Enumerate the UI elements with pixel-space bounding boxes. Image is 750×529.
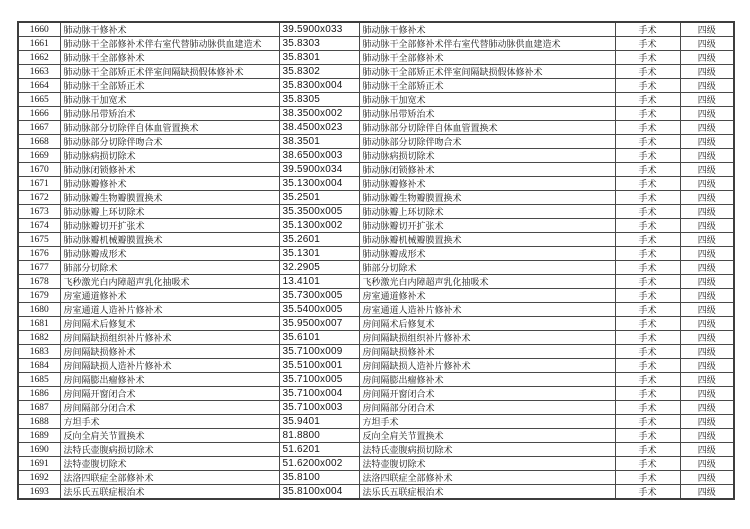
procedure-name-repeat-cell: 肺动脉瓣修补术	[359, 177, 615, 191]
procedure-name-repeat-cell: 肺部分切除术	[359, 261, 615, 275]
table-row	[18, 191, 734, 205]
procedure-name-repeat-cell: 肺动脉部分切除伴自体血管置换术	[359, 121, 615, 135]
grade-cell: 四级	[680, 93, 734, 107]
procedure-name-repeat-cell: 肺动脉瓣生物瓣膜置换术	[359, 191, 615, 205]
table-row	[18, 401, 734, 415]
category-cell: 手术	[615, 163, 680, 177]
procedure-name-repeat-cell: 房间隔术后修复术	[359, 317, 615, 331]
procedure-name-cell: 房间隔缺损人造补片修补术	[60, 359, 279, 373]
procedure-code-cell: 35.9401	[279, 415, 359, 429]
procedure-name-cell: 飞秒激光白内障超声乳化抽吸术	[60, 275, 279, 289]
procedure-name-repeat-cell: 肺动脉闭锁修补术	[359, 163, 615, 177]
procedure-name-cell: 肺动脉干全部修补术	[60, 51, 279, 65]
procedure-code-cell: 35.8305	[279, 93, 359, 107]
procedure-name-cell: 法乐氏五联症根治术	[60, 485, 279, 500]
procedure-name-repeat-cell: 肺动脉干加宽术	[359, 93, 615, 107]
procedure-code-cell: 35.1300x002	[279, 219, 359, 233]
procedure-name-repeat-cell: 房间隔缺损人造补片修补术	[359, 359, 615, 373]
row-index-cell: 1676	[18, 247, 60, 261]
procedure-code-cell: 35.2501	[279, 191, 359, 205]
grade-cell: 四级	[680, 373, 734, 387]
procedure-name-cell: 肺部分切除术	[60, 261, 279, 275]
category-cell: 手术	[615, 373, 680, 387]
procedure-code-cell: 38.6500x003	[279, 149, 359, 163]
category-cell: 手术	[615, 121, 680, 135]
table-row	[18, 233, 734, 247]
grade-cell: 四级	[680, 471, 734, 485]
table-row	[18, 163, 734, 177]
procedure-name-cell: 肺动脉部分切除伴自体血管置换术	[60, 121, 279, 135]
procedure-name-cell: 法洛四联症全部修补术	[60, 471, 279, 485]
procedure-name-cell: 肺动脉瓣上环切除术	[60, 205, 279, 219]
procedure-code-cell: 81.8800	[279, 429, 359, 443]
table-row	[18, 149, 734, 163]
table-row	[18, 345, 734, 359]
procedure-name-repeat-cell: 房间隔缺损修补术	[359, 345, 615, 359]
row-index-cell: 1675	[18, 233, 60, 247]
procedure-code-cell: 35.7100x005	[279, 373, 359, 387]
row-index-cell: 1679	[18, 289, 60, 303]
procedure-name-cell: 肺动脉闭锁修补术	[60, 163, 279, 177]
category-cell: 手术	[615, 387, 680, 401]
category-cell: 手术	[615, 401, 680, 415]
table-row	[18, 177, 734, 191]
grade-cell: 四级	[680, 275, 734, 289]
category-cell: 手术	[615, 65, 680, 79]
row-index-cell: 1683	[18, 345, 60, 359]
category-cell: 手术	[615, 219, 680, 233]
grade-cell: 四级	[680, 233, 734, 247]
row-index-cell: 1681	[18, 317, 60, 331]
procedure-name-repeat-cell: 肺动脉干全部矫正术	[359, 79, 615, 93]
category-cell: 手术	[615, 149, 680, 163]
procedure-name-repeat-cell: 房室通道人造补片修补术	[359, 303, 615, 317]
procedure-name-cell: 房间隔术后修复术	[60, 317, 279, 331]
procedure-name-cell: 肺动脉干修补术	[60, 22, 279, 37]
category-cell: 手术	[615, 345, 680, 359]
table-row	[18, 51, 734, 65]
procedure-name-cell: 肺动脉干全部矫正术伴室间隔缺损假体修补术	[60, 65, 279, 79]
category-cell: 手术	[615, 79, 680, 93]
grade-cell: 四级	[680, 51, 734, 65]
grade-cell: 四级	[680, 415, 734, 429]
grade-cell: 四级	[680, 205, 734, 219]
procedure-code-cell: 35.5100x001	[279, 359, 359, 373]
procedure-name-repeat-cell: 房间隔缺损组织补片修补术	[359, 331, 615, 345]
procedure-code-cell: 35.1301	[279, 247, 359, 261]
table-row	[18, 443, 734, 457]
grade-cell: 四级	[680, 387, 734, 401]
procedure-name-repeat-cell: 肺动脉干全部修补术	[359, 51, 615, 65]
procedure-name-repeat-cell: 房室通道修补术	[359, 289, 615, 303]
category-cell: 手术	[615, 261, 680, 275]
table-row	[18, 79, 734, 93]
procedure-name-cell: 法特壶腹切除术	[60, 457, 279, 471]
procedure-code-cell: 35.5400x005	[279, 303, 359, 317]
grade-cell: 四级	[680, 219, 734, 233]
procedure-name-repeat-cell: 房间隔膨出瘤修补术	[359, 373, 615, 387]
grade-cell: 四级	[680, 457, 734, 471]
grade-cell: 四级	[680, 135, 734, 149]
procedure-code-cell: 35.8100x004	[279, 485, 359, 500]
procedure-code-cell: 51.6201	[279, 443, 359, 457]
grade-cell: 四级	[680, 177, 734, 191]
table-row	[18, 107, 734, 121]
category-cell: 手术	[615, 177, 680, 191]
grade-cell: 四级	[680, 485, 734, 500]
procedure-name-cell: 房间隔缺损组织补片修补术	[60, 331, 279, 345]
category-cell: 手术	[615, 191, 680, 205]
table-body	[18, 22, 734, 499]
row-index-cell: 1690	[18, 443, 60, 457]
procedure-name-cell: 肺动脉病损切除术	[60, 149, 279, 163]
procedure-name-repeat-cell: 肺动脉吊带矫治术	[359, 107, 615, 121]
table-row	[18, 121, 734, 135]
procedure-code-cell: 38.3500x002	[279, 107, 359, 121]
procedure-code-cell: 35.2601	[279, 233, 359, 247]
category-cell: 手术	[615, 303, 680, 317]
table-row	[18, 331, 734, 345]
surgical-procedure-grade-table	[17, 21, 735, 500]
procedure-code-cell: 32.2905	[279, 261, 359, 275]
procedure-name-cell: 肺动脉瓣生物瓣膜置换术	[60, 191, 279, 205]
category-cell: 手术	[615, 51, 680, 65]
procedure-code-cell: 35.1300x004	[279, 177, 359, 191]
procedure-name-repeat-cell: 法特壶腹切除术	[359, 457, 615, 471]
table-row	[18, 275, 734, 289]
row-index-cell: 1672	[18, 191, 60, 205]
procedure-name-cell: 房间隔缺损修补术	[60, 345, 279, 359]
category-cell: 手术	[615, 37, 680, 51]
row-index-cell: 1691	[18, 457, 60, 471]
category-cell: 手术	[615, 22, 680, 37]
procedure-code-cell: 35.7100x004	[279, 387, 359, 401]
row-index-cell: 1674	[18, 219, 60, 233]
grade-cell: 四级	[680, 107, 734, 121]
procedure-name-repeat-cell: 肺动脉病损切除术	[359, 149, 615, 163]
procedure-code-cell: 35.7100x009	[279, 345, 359, 359]
table-row	[18, 261, 734, 275]
grade-cell: 四级	[680, 247, 734, 261]
category-cell: 手术	[615, 429, 680, 443]
category-cell: 手术	[615, 93, 680, 107]
category-cell: 手术	[615, 485, 680, 500]
procedure-code-cell: 35.8300x004	[279, 79, 359, 93]
procedure-code-cell: 35.8303	[279, 37, 359, 51]
procedure-name-repeat-cell: 肺动脉瓣机械瓣膜置换术	[359, 233, 615, 247]
category-cell: 手术	[615, 317, 680, 331]
procedure-code-cell: 35.3500x005	[279, 205, 359, 219]
procedure-code-cell: 35.8301	[279, 51, 359, 65]
procedure-name-cell: 房室通道修补术	[60, 289, 279, 303]
procedure-code-cell: 38.3501	[279, 135, 359, 149]
table-row	[18, 373, 734, 387]
table-row	[18, 457, 734, 471]
procedure-name-repeat-cell: 肺动脉干全部修补术伴右室代替肺动脉供血建造术	[359, 37, 615, 51]
table-row	[18, 219, 734, 233]
procedure-name-cell: 肺动脉干全部矫正术	[60, 79, 279, 93]
row-index-cell: 1686	[18, 387, 60, 401]
table-row	[18, 289, 734, 303]
procedure-code-cell: 13.4101	[279, 275, 359, 289]
procedure-code-cell: 35.9500x007	[279, 317, 359, 331]
row-index-cell: 1678	[18, 275, 60, 289]
procedure-name-cell: 肺动脉部分切除伴吻合术	[60, 135, 279, 149]
grade-cell: 四级	[680, 303, 734, 317]
procedure-name-cell: 反向全肩关节置换术	[60, 429, 279, 443]
grade-cell: 四级	[680, 429, 734, 443]
grade-cell: 四级	[680, 22, 734, 37]
row-index-cell: 1693	[18, 485, 60, 500]
category-cell: 手术	[615, 443, 680, 457]
grade-cell: 四级	[680, 401, 734, 415]
row-index-cell: 1684	[18, 359, 60, 373]
row-index-cell: 1680	[18, 303, 60, 317]
row-index-cell: 1663	[18, 65, 60, 79]
row-index-cell: 1671	[18, 177, 60, 191]
row-index-cell: 1668	[18, 135, 60, 149]
table-row	[18, 359, 734, 373]
procedure-name-cell: 肺动脉吊带矫治术	[60, 107, 279, 121]
row-index-cell: 1687	[18, 401, 60, 415]
table-row	[18, 317, 734, 331]
procedure-name-cell: 房间隔开窗闭合术	[60, 387, 279, 401]
category-cell: 手术	[615, 289, 680, 303]
procedure-name-repeat-cell: 法洛四联症全部修补术	[359, 471, 615, 485]
procedure-code-cell: 35.8302	[279, 65, 359, 79]
category-cell: 手术	[615, 275, 680, 289]
table-row	[18, 387, 734, 401]
category-cell: 手术	[615, 331, 680, 345]
procedure-code-cell: 35.7100x003	[279, 401, 359, 415]
grade-cell: 四级	[680, 359, 734, 373]
grade-cell: 四级	[680, 331, 734, 345]
procedure-name-repeat-cell: 肺动脉瓣切开扩张术	[359, 219, 615, 233]
procedure-name-repeat-cell: 房间隔部分闭合术	[359, 401, 615, 415]
table-row	[18, 93, 734, 107]
table-row	[18, 247, 734, 261]
row-index-cell: 1660	[18, 22, 60, 37]
procedure-name-cell: 房间隔部分闭合术	[60, 401, 279, 415]
procedure-name-cell: 肺动脉干全部修补术伴右室代替肺动脉供血建造术	[60, 37, 279, 51]
grade-cell: 四级	[680, 191, 734, 205]
row-index-cell: 1688	[18, 415, 60, 429]
category-cell: 手术	[615, 359, 680, 373]
grade-cell: 四级	[680, 289, 734, 303]
grade-cell: 四级	[680, 79, 734, 93]
category-cell: 手术	[615, 205, 680, 219]
grade-cell: 四级	[680, 121, 734, 135]
procedure-code-cell: 39.5900x033	[279, 22, 359, 37]
grade-cell: 四级	[680, 345, 734, 359]
row-index-cell: 1665	[18, 93, 60, 107]
procedure-name-repeat-cell: 肺动脉干修补术	[359, 22, 615, 37]
grade-cell: 四级	[680, 37, 734, 51]
category-cell: 手术	[615, 247, 680, 261]
procedure-code-cell: 35.7300x005	[279, 289, 359, 303]
procedure-name-cell: 肺动脉瓣修补术	[60, 177, 279, 191]
row-index-cell: 1670	[18, 163, 60, 177]
procedure-name-repeat-cell: 肺动脉瓣上环切除术	[359, 205, 615, 219]
procedure-code-cell: 38.4500x023	[279, 121, 359, 135]
procedure-name-cell: 肺动脉干加宽术	[60, 93, 279, 107]
grade-cell: 四级	[680, 317, 734, 331]
category-cell: 手术	[615, 233, 680, 247]
grade-cell: 四级	[680, 65, 734, 79]
grade-cell: 四级	[680, 149, 734, 163]
procedure-code-cell: 39.5900x034	[279, 163, 359, 177]
row-index-cell: 1673	[18, 205, 60, 219]
table-row	[18, 485, 734, 500]
procedure-name-cell: 法特氏壶腹病损切除术	[60, 443, 279, 457]
procedure-name-repeat-cell: 法乐氏五联症根治术	[359, 485, 615, 500]
table-row	[18, 135, 734, 149]
procedure-name-cell: 肺动脉瓣机械瓣膜置换术	[60, 233, 279, 247]
procedure-name-repeat-cell: 房间隔开窗闭合术	[359, 387, 615, 401]
category-cell: 手术	[615, 457, 680, 471]
procedure-code-cell: 35.8100	[279, 471, 359, 485]
table-row	[18, 205, 734, 219]
procedure-name-cell: 肺动脉瓣切开扩张术	[60, 219, 279, 233]
category-cell: 手术	[615, 471, 680, 485]
procedure-code-cell: 35.6101	[279, 331, 359, 345]
table-row	[18, 37, 734, 51]
table-row	[18, 415, 734, 429]
procedure-name-cell: 肺动脉瓣成形术	[60, 247, 279, 261]
row-index-cell: 1669	[18, 149, 60, 163]
row-index-cell: 1666	[18, 107, 60, 121]
table-row	[18, 471, 734, 485]
row-index-cell: 1667	[18, 121, 60, 135]
procedure-name-repeat-cell: 法特氏壶腹病损切除术	[359, 443, 615, 457]
row-index-cell: 1662	[18, 51, 60, 65]
procedure-name-repeat-cell: 肺动脉瓣成形术	[359, 247, 615, 261]
procedure-name-cell: 房间隔膨出瘤修补术	[60, 373, 279, 387]
category-cell: 手术	[615, 107, 680, 121]
row-index-cell: 1664	[18, 79, 60, 93]
table-row	[18, 303, 734, 317]
grade-cell: 四级	[680, 163, 734, 177]
procedure-name-repeat-cell: 飞秒激光白内障超声乳化抽吸术	[359, 275, 615, 289]
procedure-name-repeat-cell: 方坦手术	[359, 415, 615, 429]
table-row	[18, 429, 734, 443]
grade-cell: 四级	[680, 443, 734, 457]
row-index-cell: 1661	[18, 37, 60, 51]
procedure-name-repeat-cell: 肺动脉部分切除伴吻合术	[359, 135, 615, 149]
row-index-cell: 1682	[18, 331, 60, 345]
row-index-cell: 1677	[18, 261, 60, 275]
procedure-name-cell: 房室通道人造补片修补术	[60, 303, 279, 317]
grade-cell: 四级	[680, 261, 734, 275]
procedure-code-cell: 51.6200x002	[279, 457, 359, 471]
row-index-cell: 1685	[18, 373, 60, 387]
category-cell: 手术	[615, 415, 680, 429]
row-index-cell: 1692	[18, 471, 60, 485]
procedure-name-repeat-cell: 肺动脉干全部矫正术伴室间隔缺损假体修补术	[359, 65, 615, 79]
procedure-name-repeat-cell: 反向全肩关节置换术	[359, 429, 615, 443]
row-index-cell: 1689	[18, 429, 60, 443]
procedure-name-cell: 方坦手术	[60, 415, 279, 429]
table-row	[18, 22, 734, 37]
category-cell: 手术	[615, 135, 680, 149]
table-row	[18, 65, 734, 79]
